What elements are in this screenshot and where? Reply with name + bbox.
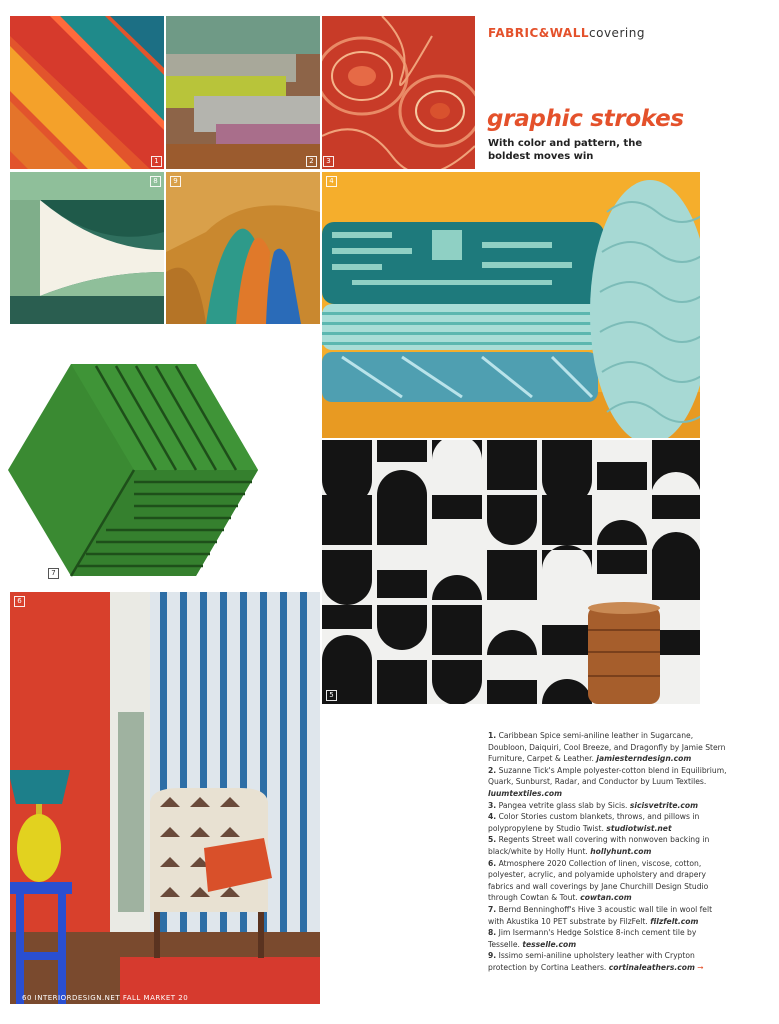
- image-fabric-stack: [166, 16, 320, 169]
- credit-url[interactable]: jamiesterndesign.com: [596, 754, 692, 764]
- folio-page-number: 60: [22, 994, 32, 1002]
- image-leather-swatches: [10, 16, 164, 169]
- credit-number: 4.: [488, 812, 497, 822]
- leather-swatches-graphic: [10, 16, 164, 169]
- hive-acoustic-tile-graphic: [6, 362, 260, 582]
- credit-url[interactable]: sicisvetrite.com: [629, 800, 699, 810]
- credit-text: Jim Isermann's Hedge Solstice 8-inch cement tile by Tesselle.: [488, 928, 697, 949]
- image-number-6: 6: [14, 596, 25, 607]
- credit-7: [488, 904, 728, 927]
- credit-number: 1.: [488, 731, 497, 740]
- credit-number: 2.: [488, 765, 497, 775]
- credit-number: 9.: [488, 951, 497, 961]
- credits: [488, 730, 728, 973]
- image-atmosphere-room: [10, 592, 320, 1004]
- credit-3: [488, 800, 728, 812]
- credit-url[interactable]: filzfelt.com: [650, 916, 699, 926]
- credit-text: Caribbean Spice semi-aniline leather in Sugarcane, Doubloon, Daiquiri, Cool Breeze, and Dragonfly by Jamie Stern Furniture, Carpet & Leather.: [488, 731, 726, 764]
- section-header: [488, 26, 645, 40]
- credit-text: Regents Street wall covering with nonwoven backing in black/white by Holly Hunt.: [488, 835, 710, 856]
- credit-2: [488, 765, 728, 800]
- section-header-covering: covering: [589, 26, 645, 40]
- credit-number: 7.: [488, 904, 497, 914]
- image-number-7: 7: [48, 568, 59, 579]
- credit-text: Atmosphere 2020 Collection of linen, viscose, cotton, polyester, acrylic, and polyamide upholstery and drapery fabrics and wall coverings by Jane Churchill Design Studio through Cowtan & Tout.: [488, 858, 709, 903]
- image-issimo-leather: [166, 172, 320, 324]
- folio: [22, 994, 188, 1002]
- image-number-3: 3: [323, 156, 334, 167]
- credit-1: [488, 730, 728, 765]
- folio-issue: FALL MARKET 20: [122, 994, 189, 1002]
- image-pangea-glass: [322, 16, 475, 169]
- image-number-2: 2: [306, 156, 317, 167]
- hedge-tile-graphic: [10, 172, 164, 324]
- image-regents-street-wallcovering: [322, 440, 700, 704]
- image-number-8: 8: [150, 176, 161, 187]
- credit-9: [488, 950, 728, 973]
- credit-url[interactable]: hollyhunt.com: [590, 846, 652, 856]
- folio-site: INTERIORDESIGN.NET: [34, 994, 121, 1002]
- deck: With color and pattern, the boldest moves win: [488, 138, 643, 162]
- pangea-glass-graphic: [322, 16, 475, 169]
- image-hedge-tile: [10, 172, 164, 324]
- credit-text: Bernd Benninghoff's Hive 3 acoustic wall tile in wool felt with Akustika 10 PET substrate by FilzFelt.: [488, 904, 713, 926]
- credit-text: Color Stories custom blankets, throws, and pillows in polypropylene by Studio Twist.: [488, 812, 700, 833]
- color-stories-blankets-graphic: [322, 172, 700, 438]
- credit-5: [488, 834, 728, 857]
- credit-text: Pangea vetrite glass slab by Sicis.: [498, 800, 628, 810]
- end-mark-icon: ➞: [697, 962, 704, 972]
- section-header-fabric-wall: FABRIC&WALL: [488, 26, 590, 40]
- image-number-1: 1: [151, 156, 162, 167]
- credit-4: [488, 811, 728, 834]
- regents-street-graphic: [322, 440, 700, 704]
- fabric-stack-graphic: [166, 16, 320, 169]
- image-number-9: 9: [170, 176, 181, 187]
- credit-6: [488, 858, 728, 904]
- credit-url[interactable]: cortinaleathers.com: [608, 962, 695, 972]
- credit-8: [488, 927, 728, 950]
- headline: graphic strokes: [487, 106, 684, 132]
- issimo-leather-graphic: [166, 172, 320, 324]
- credit-number: 6.: [488, 858, 497, 868]
- image-color-stories-blankets: [322, 172, 700, 438]
- image-hive-acoustic-tile: [6, 362, 260, 582]
- credit-url[interactable]: luumtextiles.com: [488, 788, 563, 798]
- credit-number: 3.: [488, 800, 497, 810]
- credit-url[interactable]: studiotwist.net: [606, 823, 672, 833]
- image-number-4: 4: [326, 176, 337, 187]
- credit-url[interactable]: tesselle.com: [522, 939, 577, 949]
- credit-url[interactable]: cowtan.com: [580, 893, 632, 903]
- credit-number: 8.: [488, 928, 497, 938]
- credit-text: Suzanne Tick's Ample polyester-cotton blend in Equilibrium, Quark, Sunburst, Radar, and Conductor by Luum Textiles.: [488, 765, 727, 787]
- image-number-5: 5: [326, 690, 337, 701]
- credit-number: 5.: [488, 835, 497, 845]
- credit-text: Issimo semi-aniline upholstery leather with Crypton protection by Cortina Leathers.: [488, 951, 695, 972]
- atmosphere-room-graphic: [10, 592, 320, 1004]
